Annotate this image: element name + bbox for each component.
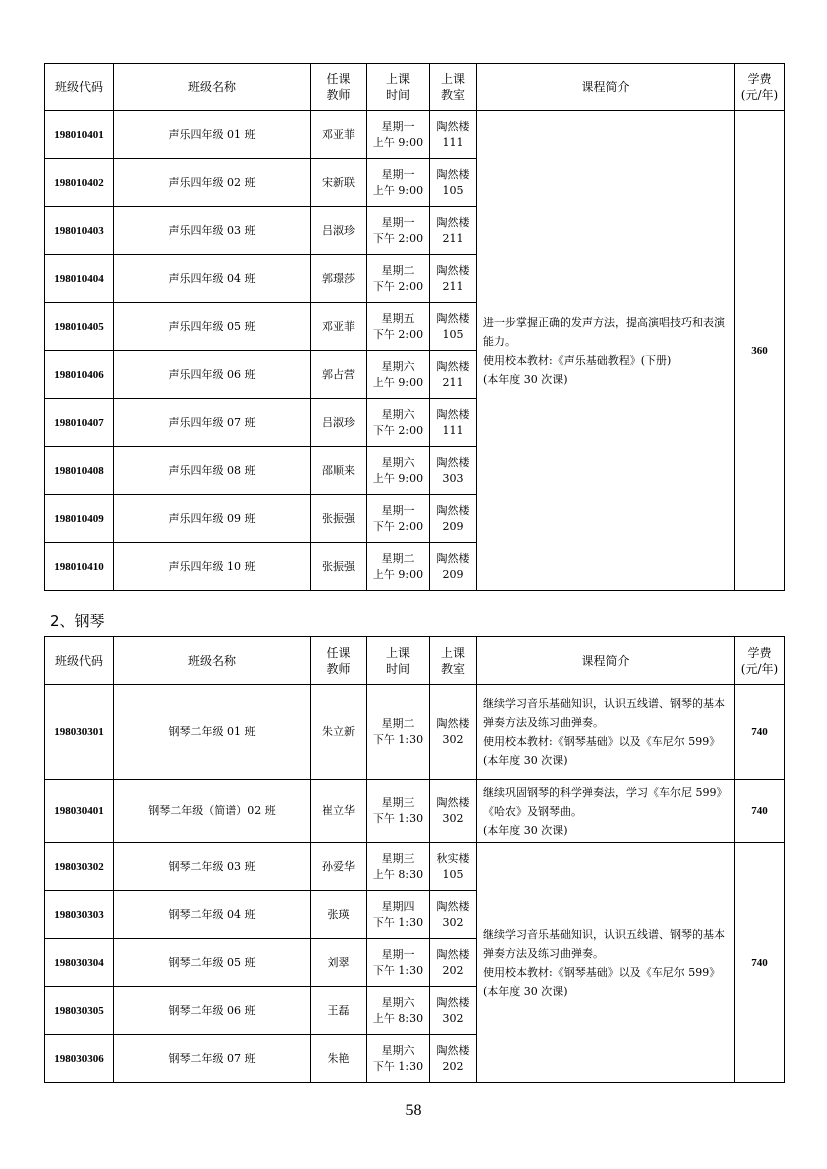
class-code: 198030303: [45, 891, 114, 939]
header-fee: 学费 (元/年): [735, 64, 785, 111]
class-name: 钢琴二年级 04 班: [114, 891, 311, 939]
class-time: 星期四 下午 1:30: [367, 891, 430, 939]
teacher: 张瑛: [311, 891, 367, 939]
header-teacher: 任课 教师: [311, 637, 367, 685]
class-code: 198010410: [45, 543, 114, 591]
class-code: 198010409: [45, 495, 114, 543]
class-time: 星期六 下午 1:30: [367, 1035, 430, 1083]
class-time: 星期三 下午 1:30: [367, 780, 430, 843]
course-intro: 继续学习音乐基础知识，认识五线谱、钢琴的基本弹奏方法及练习曲弹奏。 使用校本教材:《钢琴基础》以及《车尼尔 599》 (本年度 30 次课): [477, 843, 735, 1083]
class-code: 198010405: [45, 303, 114, 351]
classroom: 陶然楼 302: [430, 987, 477, 1035]
class-code: 198010401: [45, 111, 114, 159]
class-time: 星期二 下午 2:00: [367, 255, 430, 303]
class-name: 钢琴二年级 07 班: [114, 1035, 311, 1083]
course-intro: 进一步掌握正确的发声方法，提高演唱技巧和表演能力。 使用校本教材:《声乐基础教程》(下册) (本年度 30 次课): [477, 111, 735, 591]
tuition-fee: 740: [735, 780, 785, 843]
tuition-fee: 740: [735, 685, 785, 780]
header-teacher: 任课 教师: [311, 64, 367, 111]
teacher: 宋新联: [311, 159, 367, 207]
class-time: 星期一 上午 9:00: [367, 111, 430, 159]
class-name: 钢琴二年级 03 班: [114, 843, 311, 891]
classroom: 陶然楼 303: [430, 447, 477, 495]
class-time: 星期六 下午 2:00: [367, 399, 430, 447]
class-name: 声乐四年级 02 班: [114, 159, 311, 207]
header-room: 上课 教室: [430, 64, 477, 111]
classroom: 陶然楼 111: [430, 111, 477, 159]
header-intro: 课程简介: [477, 64, 735, 111]
class-time: 星期六 上午 9:00: [367, 351, 430, 399]
class-time: 星期二 下午 1:30: [367, 685, 430, 780]
header-name: 班级名称: [114, 637, 311, 685]
class-time: 星期二 上午 9:00: [367, 543, 430, 591]
class-name: 钢琴二年级（简谱）02 班: [114, 780, 311, 843]
teacher: 张振强: [311, 495, 367, 543]
class-time: 星期一 下午 2:00: [367, 207, 430, 255]
teacher: 朱立新: [311, 685, 367, 780]
classroom: 陶然楼 111: [430, 399, 477, 447]
teacher: 朱艳: [311, 1035, 367, 1083]
classroom: 陶然楼 202: [430, 939, 477, 987]
table-row: [45, 780, 785, 843]
classroom: 陶然楼 302: [430, 685, 477, 780]
header-code: 班级代码: [45, 64, 114, 111]
class-time: 星期一 下午 2:00: [367, 495, 430, 543]
class-code: 198030301: [45, 685, 114, 780]
classroom: 陶然楼 105: [430, 303, 477, 351]
teacher: 邓亚菲: [311, 303, 367, 351]
class-code: 198010407: [45, 399, 114, 447]
classroom: 陶然楼 209: [430, 543, 477, 591]
class-code: 198030302: [45, 843, 114, 891]
table-header-row: [45, 637, 785, 685]
header-fee: 学费 (元/年): [735, 637, 785, 685]
header-name: 班级名称: [114, 64, 311, 111]
piano-class-table: [44, 636, 785, 1083]
class-name: 钢琴二年级 05 班: [114, 939, 311, 987]
tuition-fee: 740: [735, 843, 785, 1083]
classroom: 陶然楼 211: [430, 255, 477, 303]
classroom: 陶然楼 105: [430, 159, 477, 207]
class-name: 声乐四年级 10 班: [114, 543, 311, 591]
classroom: 秋实楼 105: [430, 843, 477, 891]
classroom: 陶然楼 302: [430, 891, 477, 939]
class-code: 198010404: [45, 255, 114, 303]
teacher: 邓亚菲: [311, 111, 367, 159]
teacher: 刘翠: [311, 939, 367, 987]
course-intro: 继续学习音乐基础知识，认识五线谱、钢琴的基本弹奏方法及练习曲弹奏。 使用校本教材:《钢琴基础》以及《车尼尔 599》 (本年度 30 次课): [477, 685, 735, 780]
table-header-row: [45, 64, 785, 111]
class-time: 星期六 上午 8:30: [367, 987, 430, 1035]
teacher: 王磊: [311, 987, 367, 1035]
class-name: 钢琴二年级 06 班: [114, 987, 311, 1035]
course-intro: 继续巩固钢琴的科学弹奏法，学习《车尔尼 599》《哈农》及钢琴曲。 (本年度 30 次课): [477, 780, 735, 843]
class-time: 星期一 上午 9:00: [367, 159, 430, 207]
class-code: 198030401: [45, 780, 114, 843]
classroom: 陶然楼 302: [430, 780, 477, 843]
class-code: 198030306: [45, 1035, 114, 1083]
class-name: 声乐四年级 08 班: [114, 447, 311, 495]
teacher: 郭占营: [311, 351, 367, 399]
tuition-fee: 360: [735, 111, 785, 591]
class-code: 198010408: [45, 447, 114, 495]
classroom: 陶然楼 211: [430, 207, 477, 255]
vocal-class-table: [44, 63, 785, 591]
class-name: 声乐四年级 01 班: [114, 111, 311, 159]
class-code: 198010402: [45, 159, 114, 207]
class-name: 声乐四年级 04 班: [114, 255, 311, 303]
header-time: 上课 时间: [367, 637, 430, 685]
class-code: 198010406: [45, 351, 114, 399]
class-name: 钢琴二年级 01 班: [114, 685, 311, 780]
class-name: 声乐四年级 07 班: [114, 399, 311, 447]
table-row: [45, 685, 785, 780]
header-code: 班级代码: [45, 637, 114, 685]
classroom: 陶然楼 209: [430, 495, 477, 543]
class-code: 198010403: [45, 207, 114, 255]
teacher: 吕淑珍: [311, 207, 367, 255]
class-time: 星期三 上午 8:30: [367, 843, 430, 891]
header-time: 上课 时间: [367, 64, 430, 111]
page-number: 58: [405, 1102, 422, 1119]
section-title-piano: 2、钢琴: [50, 612, 105, 630]
class-code: 198030305: [45, 987, 114, 1035]
header-intro: 课程简介: [477, 637, 735, 685]
teacher: 孙爱华: [311, 843, 367, 891]
table-row: [45, 111, 785, 159]
class-name: 声乐四年级 05 班: [114, 303, 311, 351]
class-time: 星期一 下午 1:30: [367, 939, 430, 987]
class-name: 声乐四年级 03 班: [114, 207, 311, 255]
header-room: 上课 教室: [430, 637, 477, 685]
class-time: 星期五 下午 2:00: [367, 303, 430, 351]
classroom: 陶然楼 211: [430, 351, 477, 399]
class-name: 声乐四年级 09 班: [114, 495, 311, 543]
class-time: 星期六 上午 9:00: [367, 447, 430, 495]
table-row: [45, 843, 785, 891]
teacher: 吕淑珍: [311, 399, 367, 447]
teacher: 郭璟莎: [311, 255, 367, 303]
teacher: 邵顺来: [311, 447, 367, 495]
classroom: 陶然楼 202: [430, 1035, 477, 1083]
teacher: 张振强: [311, 543, 367, 591]
class-name: 声乐四年级 06 班: [114, 351, 311, 399]
class-code: 198030304: [45, 939, 114, 987]
teacher: 崔立华: [311, 780, 367, 843]
